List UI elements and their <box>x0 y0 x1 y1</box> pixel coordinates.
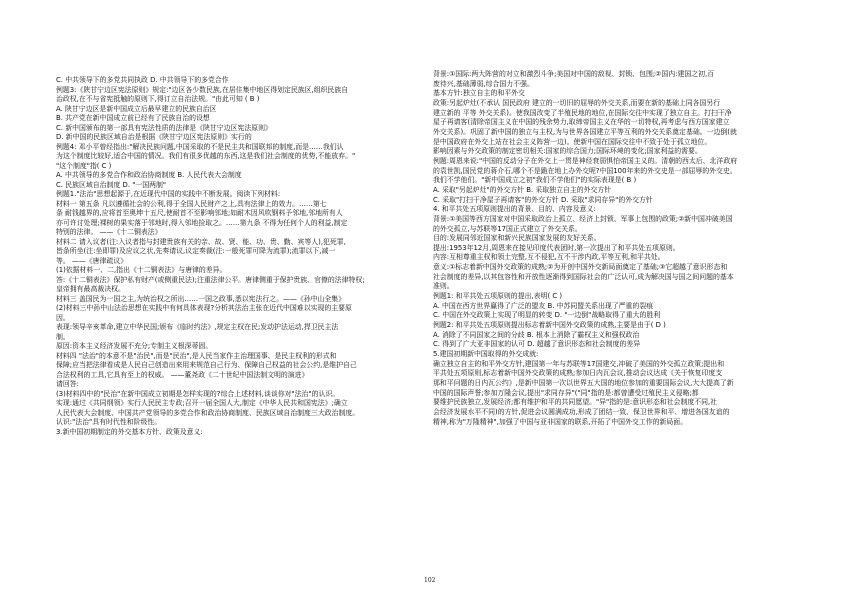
left-text-line: 答:《十二铜表法》保护私有财产(或侧重民法);注重法律公平。唐律侧重于保护贵族、官僚的法律特权; <box>56 275 365 284</box>
right-text-line: 中国的国际声誉;参加万隆会议,提出"求同存异"("同"指的是:都曾遭受过殖民主义侵略;都 <box>433 388 699 397</box>
left-text-line: 特别的法律。 ——《十二铜表法》 <box>56 228 162 236</box>
left-text-line: 人民代表大会制度、中国共产党领导的多党合作和政治协商制度、民族区域自治制度三大政治制度。 <box>56 408 360 417</box>
right-text-line: 意义:①标志着新中国外交政策的成熟;②为开创中国外交新局面奠定了基础;③它超越了意识形态和 <box>433 263 728 272</box>
right-text-line: 外交关系)。巩固了新中国的独立与主权,为与世界各国建立平等互利的外交关系奠定基础。一边倒(就 <box>433 127 737 136</box>
right-text-line: 提出:1953年12月,周恩来在接见印度代表团时,第一次提出了和平共处五项原则。 <box>433 243 680 252</box>
left-text-line: 材料三 盖国民为一国之主,为统治权之所出……一国之政事,悉以宪法行之。——《孙中山全集》 <box>56 294 346 303</box>
right-text-line: 我们不学他们。"新中国成立之初"我们不学他们"的实际表现是( B ) <box>433 176 637 185</box>
left-text-line: 条 耐钱越界的,应将首至奥坤十五尺,使耐首不至影响邻地;如耐木因风吹钢料予邻地,邻地所有人 <box>56 209 343 217</box>
left-text-line: "这个制度"指( C ) <box>56 161 112 170</box>
right-text-line: 准则。 <box>433 282 454 291</box>
right-text-line: 是中国政府在外交上站在社会主义阵营一边)。使新中国在国际交往中不致于处于孤立地位。 <box>433 137 712 146</box>
right-text-line: 例题2: 和平共处五项原则提出标志着新中国外交政策的成熟,主要是由于( D ) <box>433 321 666 330</box>
page-number: 102 <box>424 577 436 584</box>
left-text-line: 例题1."法治"思想起源于,在近现代中国的实践中不断发展。阅读下列材料: <box>56 190 281 198</box>
right-text-line: 目的:发展同邻近国家和新兴民族国家发展的友好关系。 <box>433 234 601 243</box>
left-text-line: C. 民族区域自治制度 D. "一国两制" <box>56 180 167 189</box>
left-text-line: 材料二 请入议者(注:入议者指与封建贵族有关的亲、故、贤、能、功、贵、勤、宾等人),犯死罪, <box>56 237 346 246</box>
right-text-line: C. 得到了广大亚非国家的认可 D. 超越了意识形态和社会制度的差异 <box>433 340 641 349</box>
left-text-line: 请回答: <box>56 380 79 388</box>
left-column <box>56 76 434 437</box>
left-text-line: 皇帝拥有最高裁决权。 <box>56 285 125 293</box>
left-text-line: (3)材料四中的"民治"在新中国成立初期是怎样实现的?综合上述材料,谈谈你对"法治"的认识。 <box>56 389 340 398</box>
right-text-line: 的外交孤立,与苏联等17国正式建立了外交关系。 <box>433 224 582 233</box>
left-text-line: 材料一 第五条 凡以遵循社会的公利,得于全国人民财产之上,具有法律上的效力。……第七 <box>56 199 327 208</box>
left-text-line: D. 新中国的民族区域自治是根据《陕甘宁边区宪法原则》实行的 <box>56 133 252 141</box>
right-column <box>433 70 813 427</box>
left-text-line: 实现:通过《共同纲领》实行人民民主专政;召开一届全国人大,制定《中华人民共和国宪法》;确立 <box>56 399 348 407</box>
left-text-line: 例题4: 邓小平曾经指出:"解决民族问题,中国采取的不是民主共和国联邦的制度,而是……我们认 <box>56 142 344 151</box>
left-text-line: 治政权,在不与省宪抵触的原则下,得订立自治法规。"由此可知 ( B ) <box>56 95 260 103</box>
right-text-line: 屋子再请客(清除帝国主义在中国的残余势力,取缔帝国主义在华的一切特权,再考虑与西方国家建立 <box>433 118 730 127</box>
right-text-line: 影响因素与外交政策的制定密切相关:国家的综合国力;国际环境的变化;国家利益的需要。 <box>433 147 702 156</box>
right-text-line: 精神,称为"万隆精神",加强了中国与亚非国家的联系,开拓了中国外交工作的新局面。 <box>433 417 688 426</box>
right-text-line: 5.建国初期新中国取得的外交成就: <box>433 350 539 359</box>
right-text-line: 例题:周恩来说:"中国的反动分子在外交上一贯是神经衰弱惧怕帝国主义的。清朝的西太后、北洋政府 <box>433 156 738 165</box>
left-text-line: 表现:领导辛亥革命,建立中华民国;颁布《临时约法》,规定主权在民;发动护法运动,捍卫民主法 <box>56 323 339 331</box>
right-text-line: 基本方针:独立自主的和平外交 <box>433 89 525 98</box>
left-text-line: 合法权利的工具,它具有至上的权威。 ——董尧政《二十世纪中国法制文明的演进》 <box>56 370 309 379</box>
right-text-line: 要维护民族独立,发展经济;都有维护和平的共同愿望。"异"指的是:意识形态和社会制度不同,社 <box>433 398 718 407</box>
left-text-line: C. 新中国颁布的第一部具有宪法性质的法律是《陕甘宁边区宪法原则》 <box>56 123 272 132</box>
right-text-line: 的袁世凯,国民党的蒋介石,哪个不是跪在地上办外交呢?中国100年来的外交史是一部屈辱的外交史。 <box>433 166 737 175</box>
left-text-line: A. 中共领导的多党合作和政治协商制度 B. 人民代表大会制度 <box>56 171 242 179</box>
right-text-line: 政策:另起炉灶(不承认 国民政府 建立的一切旧的屈辱的外交关系,而要在新的基础上同各国另行 <box>433 98 721 107</box>
left-text-line: 认识:"法治"具有时代性和阶级性。 <box>56 418 162 426</box>
left-text-line: B. 共产党在新中国成立前已经有了民族自治的设想 <box>56 114 210 122</box>
left-text-line: 皆条所坐(注:坐即罪)及应议之状,先奏请议,议定奏裁(注:一般死罪可降为流罪);流罪以下,减一 <box>56 247 336 255</box>
right-text-line: 那和平问题的日内瓦公约》,是新中国第一次以世界五大国的地位参加的重要国际会议,大大提高了新 <box>433 379 734 387</box>
right-text-line: 废待兴,基础薄弱,综合国力不强。 <box>433 79 534 88</box>
left-text-line: 例题3:《陕甘宁边区宪法原则》规定:"边区各少数民族,在居住集中地区得划定民族区,组织民族自 <box>56 85 349 94</box>
right-text-line: 确立独立自主的和平外交方针,建国第一年与苏联等17国建交,冲破了美国的外交孤立政策;提出和 <box>433 359 725 368</box>
right-text-line: 背景:①国际:两大阵营的对立和激烈斗争;美国对中国的敌视、封锁、包围;②国内:建国之初,百 <box>433 70 715 78</box>
right-text-line: A. 采取"另起炉灶"的外交方针 B. 采取独立自主的外交方针 <box>433 185 612 194</box>
left-text-line: 因。 <box>56 313 70 322</box>
right-text-line: A. 消除了不同国家之间的分歧 B. 根本上消除了霸权主义和强权政治 <box>433 330 640 339</box>
left-text-line: 材料四 "法治"的本意不是"治民",而是"民治",是人民当家作主治理国事、是民主权利的形式和 <box>56 351 337 360</box>
right-text-line: 平共处五项原则,标志着新中国外交政策的成熟;参加日内瓦会议,推动会议达成《关于恢复印度支 <box>433 369 723 378</box>
left-text-line: 等。 ——《唐律疏议》 <box>56 256 128 265</box>
left-text-line: 原因:资本主义经济发展不充分;专制主义根深蒂固。 <box>56 342 213 350</box>
right-text-line: 内容:互相尊重主权和领土完整,互不侵犯,互不干涉内政,平等互利,和平共处。 <box>433 253 665 262</box>
left-text-line: 为这个制度比较好,适合中国的情况。我们有很多优越的东西,这是我们社会制度的优势,不能放弃。" <box>56 152 356 160</box>
right-text-line: 4. 和平共处五项原则提出的背景、目的、内容及意义: <box>433 205 596 214</box>
right-text-line: C. 中国在外交政策上实现了明显的转变 D. "一边倒"战略取得了重大的胜利 <box>433 311 661 320</box>
left-text-line: (1)依据材料一、二,指出《十二铜表法》与唐律的差异。 <box>56 266 227 274</box>
left-text-line: C. 中共领导下的多党共同执政 D. 中共领导下的多党合作 <box>56 76 229 84</box>
right-text-line: 会经济发展水平不同)的方针,促进会议圆满成功,形成了团结一致、保卫世界和平、增进各国友谊的 <box>433 407 730 416</box>
left-text-line: 制。 <box>56 332 70 341</box>
left-text-line: A. 陕甘宁边区是新中国成立后最早建立的民族自治区 <box>56 104 217 113</box>
left-text-line: 保障;应当把法律看成是人民自己创造出来用来规范自己行为、保障自己权益的社会公约,是维护自己 <box>56 361 357 369</box>
left-text-line: (2)材料三中孙中山法治思想在实践中有何具体表现?分析其法治主张在近代中国难以实现的主要原 <box>56 304 352 312</box>
right-text-line: 例题1: 和平共处五项原则的提出,表明( C ) <box>433 292 563 301</box>
left-text-line: 亦可许讨处理;裸树的果实落于邻地时,得入邻地捡取之。……第九条 不得为任何个人的利益,制定 <box>56 218 348 227</box>
left-text-line: 3.新中国初期制定的外交基本方针、政策及意义: <box>56 427 203 436</box>
right-text-line: 建立新的 平等 外交关系)。使我国改变了半殖民地的地位,在国际交往中实现了独立自主。打扫干净 <box>433 108 732 117</box>
right-text-line: 背景:①美国等西方国家对中国采取政治上孤立、经济上封锁、军事上包围的政策;②新中国冲破美国 <box>433 214 733 223</box>
right-text-line: C. 采取"打扫干净屋子再请客"的外交方针 D. 采取"求同存异"的外交方针 <box>433 195 653 204</box>
right-text-line: 社会制度的差异,以其包容性和开放性逐渐得到国际社会的广泛认可,成为解决国与国之间问题的基本 <box>433 272 734 281</box>
right-text-line: A. 中国在西方世界赢得了广泛的盟友 B. 中苏同盟关系出现了严重的裂痕 <box>433 301 654 310</box>
